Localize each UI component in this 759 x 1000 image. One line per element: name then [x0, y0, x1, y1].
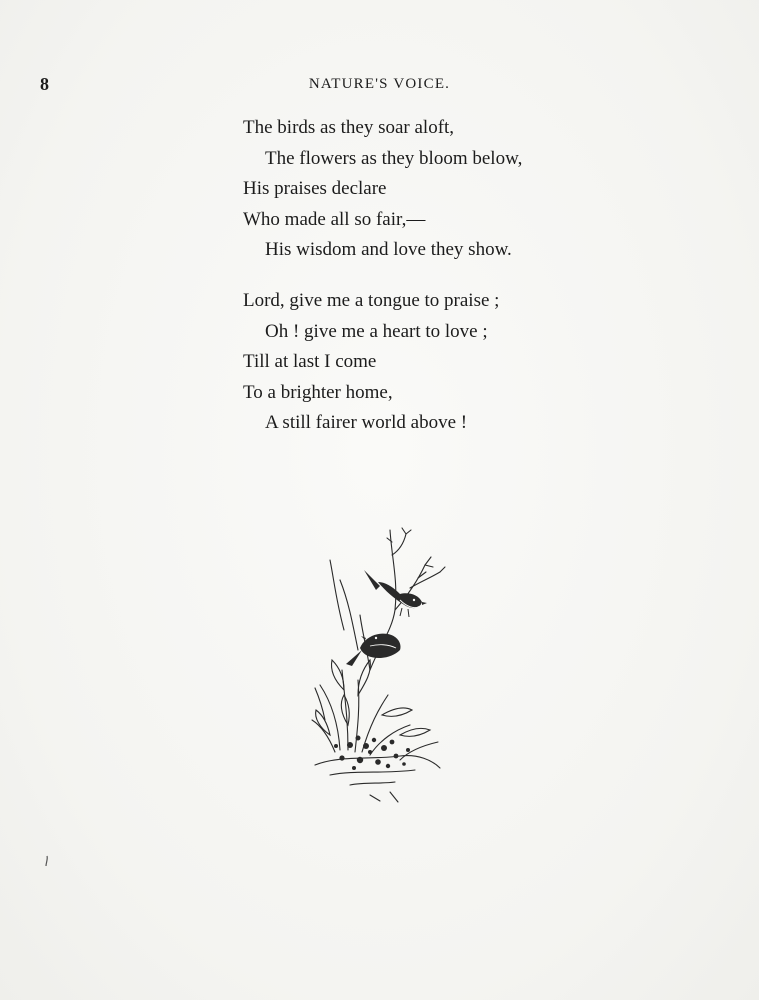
page-header — [0, 72, 759, 96]
stanza-1 — [243, 113, 663, 266]
poem-line: Till at last I come — [243, 351, 377, 372]
poem-line: His wisdom and love they show. — [265, 239, 512, 260]
poem-line: The birds as they soar aloft, — [243, 117, 455, 138]
poem-line: His praises declare — [243, 178, 387, 199]
poem-line: The flowers as they bloom below, — [265, 147, 523, 169]
poem-line: To a brighter home, — [243, 381, 393, 403]
stanza-2 — [243, 286, 663, 439]
poem-line: Who made all so fair,— — [243, 208, 426, 230]
poem-line: Lord, give me a tongue to praise ; — [243, 290, 500, 311]
birds-on-branch-engraving-icon — [300, 520, 450, 805]
ink-mark — [44, 855, 50, 867]
page-number: 8 — [40, 74, 49, 94]
poem-line: Oh ! give me a heart to love ; — [265, 320, 488, 342]
running-title: NATURE'S VOICE. — [308, 76, 451, 92]
poem-line: A still fairer world above ! — [265, 412, 468, 433]
